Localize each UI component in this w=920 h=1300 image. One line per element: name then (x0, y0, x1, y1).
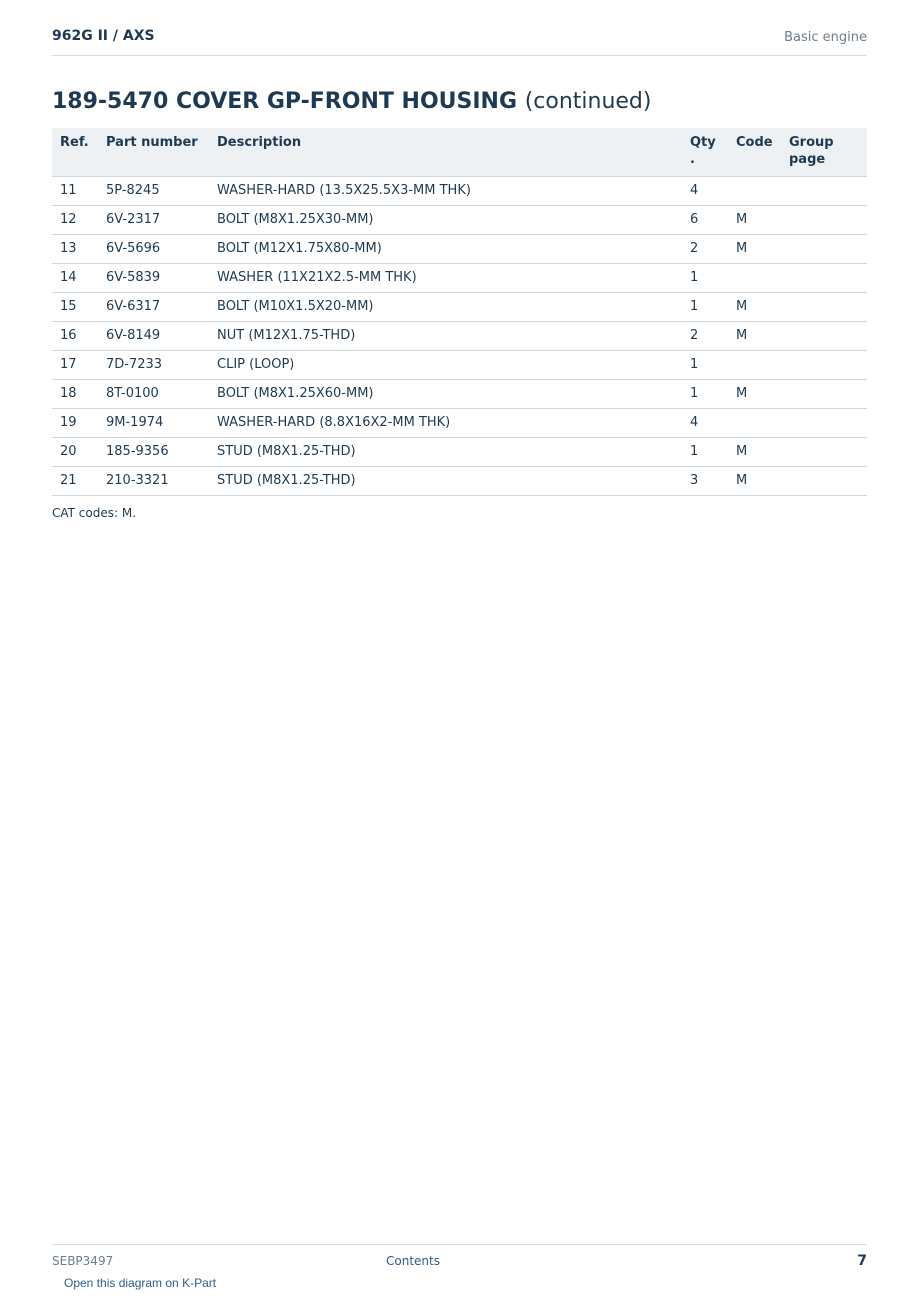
cell-group-page (781, 380, 867, 409)
table-row (52, 380, 867, 409)
cell-code (728, 351, 781, 380)
cell-description: CLIP (LOOP) (209, 351, 682, 380)
table-row (52, 322, 867, 351)
cell-part-number: 6V-5696 (98, 235, 209, 264)
page-header (52, 28, 867, 56)
cell-description: NUT (M12X1.75-THD) (209, 322, 682, 351)
table-row (52, 467, 867, 496)
cell-part-number: 6V-5839 (98, 264, 209, 293)
cell-part-number: 6V-8149 (98, 322, 209, 351)
cell-group-page (781, 467, 867, 496)
cell-ref: 20 (52, 438, 98, 467)
group-header-line2: page (789, 152, 826, 167)
col-ref-header: Ref. (52, 128, 98, 177)
cell-group-page (781, 177, 867, 206)
cell-code: M (728, 235, 781, 264)
cell-qty: 3 (682, 467, 728, 496)
cell-qty: 1 (682, 351, 728, 380)
cell-code: M (728, 322, 781, 351)
table-row (52, 438, 867, 467)
cell-description: WASHER (11X21X2.5-MM THK) (209, 264, 682, 293)
cell-qty: 6 (682, 206, 728, 235)
parts-table-body (52, 177, 867, 496)
cell-description: STUD (M8X1.25-THD) (209, 467, 682, 496)
cat-codes-note: CAT codes: M. (52, 506, 137, 520)
col-part-number-header: Part number (98, 128, 209, 177)
cell-part-number: 6V-6317 (98, 293, 209, 322)
cell-description: BOLT (M12X1.75X80-MM) (209, 235, 682, 264)
cell-description: STUD (M8X1.25-THD) (209, 438, 682, 467)
cell-part-number: 6V-2317 (98, 206, 209, 235)
qty-header-line1: Qty (690, 135, 716, 150)
section-label: Basic engine (784, 30, 867, 45)
cell-part-number: 9M-1974 (98, 409, 209, 438)
page-footer (52, 1244, 867, 1275)
cell-ref: 19 (52, 409, 98, 438)
col-description-header: Description (209, 128, 682, 177)
cell-description: BOLT (M8X1.25X60-MM) (209, 380, 682, 409)
cell-ref: 21 (52, 467, 98, 496)
col-code-header: Code (728, 128, 781, 177)
cell-ref: 18 (52, 380, 98, 409)
model-label: 962G II / AXS (52, 28, 155, 44)
table-row (52, 293, 867, 322)
parts-table-header (52, 128, 867, 177)
cell-group-page (781, 293, 867, 322)
contents-link[interactable]: Contents (386, 1254, 440, 1268)
cell-code: M (728, 467, 781, 496)
cell-code (728, 409, 781, 438)
cell-code: M (728, 206, 781, 235)
cell-part-number: 185-9356 (98, 438, 209, 467)
cell-group-page (781, 235, 867, 264)
cell-ref: 12 (52, 206, 98, 235)
cell-qty: 4 (682, 409, 728, 438)
cell-code: M (728, 438, 781, 467)
cell-part-number: 8T-0100 (98, 380, 209, 409)
page-number: 7 (857, 1253, 867, 1269)
table-row (52, 409, 867, 438)
cell-description: BOLT (M10X1.5X20-MM) (209, 293, 682, 322)
table-row (52, 351, 867, 380)
qty-header-line2: . (690, 152, 695, 167)
cell-qty: 2 (682, 322, 728, 351)
table-row (52, 264, 867, 293)
cell-part-number: 210-3321 (98, 467, 209, 496)
cell-qty: 4 (682, 177, 728, 206)
cell-qty: 1 (682, 380, 728, 409)
cell-group-page (781, 322, 867, 351)
col-group-page-header (781, 128, 867, 177)
cell-part-number: 5P-8245 (98, 177, 209, 206)
header-row (52, 128, 867, 177)
cell-description: BOLT (M8X1.25X30-MM) (209, 206, 682, 235)
cell-code: M (728, 380, 781, 409)
cell-qty: 1 (682, 293, 728, 322)
cell-ref: 15 (52, 293, 98, 322)
parts-table (52, 128, 867, 496)
table-row (52, 177, 867, 206)
cell-ref: 17 (52, 351, 98, 380)
cell-group-page (781, 206, 867, 235)
title-main: 189-5470 COVER GP-FRONT HOUSING (52, 89, 518, 114)
page-title (52, 89, 651, 114)
cell-ref: 11 (52, 177, 98, 206)
col-qty-header (682, 128, 728, 177)
cell-ref: 14 (52, 264, 98, 293)
cell-group-page (781, 438, 867, 467)
title-suffix: (continued) (524, 89, 652, 114)
cell-qty: 1 (682, 264, 728, 293)
cell-group-page (781, 264, 867, 293)
cell-qty: 2 (682, 235, 728, 264)
cell-code: M (728, 293, 781, 322)
document-id: SEBP3497 (52, 1254, 114, 1268)
group-header-line1: Group (789, 135, 834, 150)
cell-code (728, 264, 781, 293)
table-row (52, 235, 867, 264)
cell-group-page (781, 409, 867, 438)
cell-group-page (781, 351, 867, 380)
cell-part-number: 7D-7233 (98, 351, 209, 380)
cell-ref: 16 (52, 322, 98, 351)
cell-description: WASHER-HARD (8.8X16X2-MM THK) (209, 409, 682, 438)
cell-code (728, 177, 781, 206)
cell-description: WASHER-HARD (13.5X25.5X3-MM THK) (209, 177, 682, 206)
table-row (52, 206, 867, 235)
cell-qty: 1 (682, 438, 728, 467)
open-kpart-link[interactable]: Open this diagram on K-Part (64, 1276, 217, 1290)
cell-ref: 13 (52, 235, 98, 264)
